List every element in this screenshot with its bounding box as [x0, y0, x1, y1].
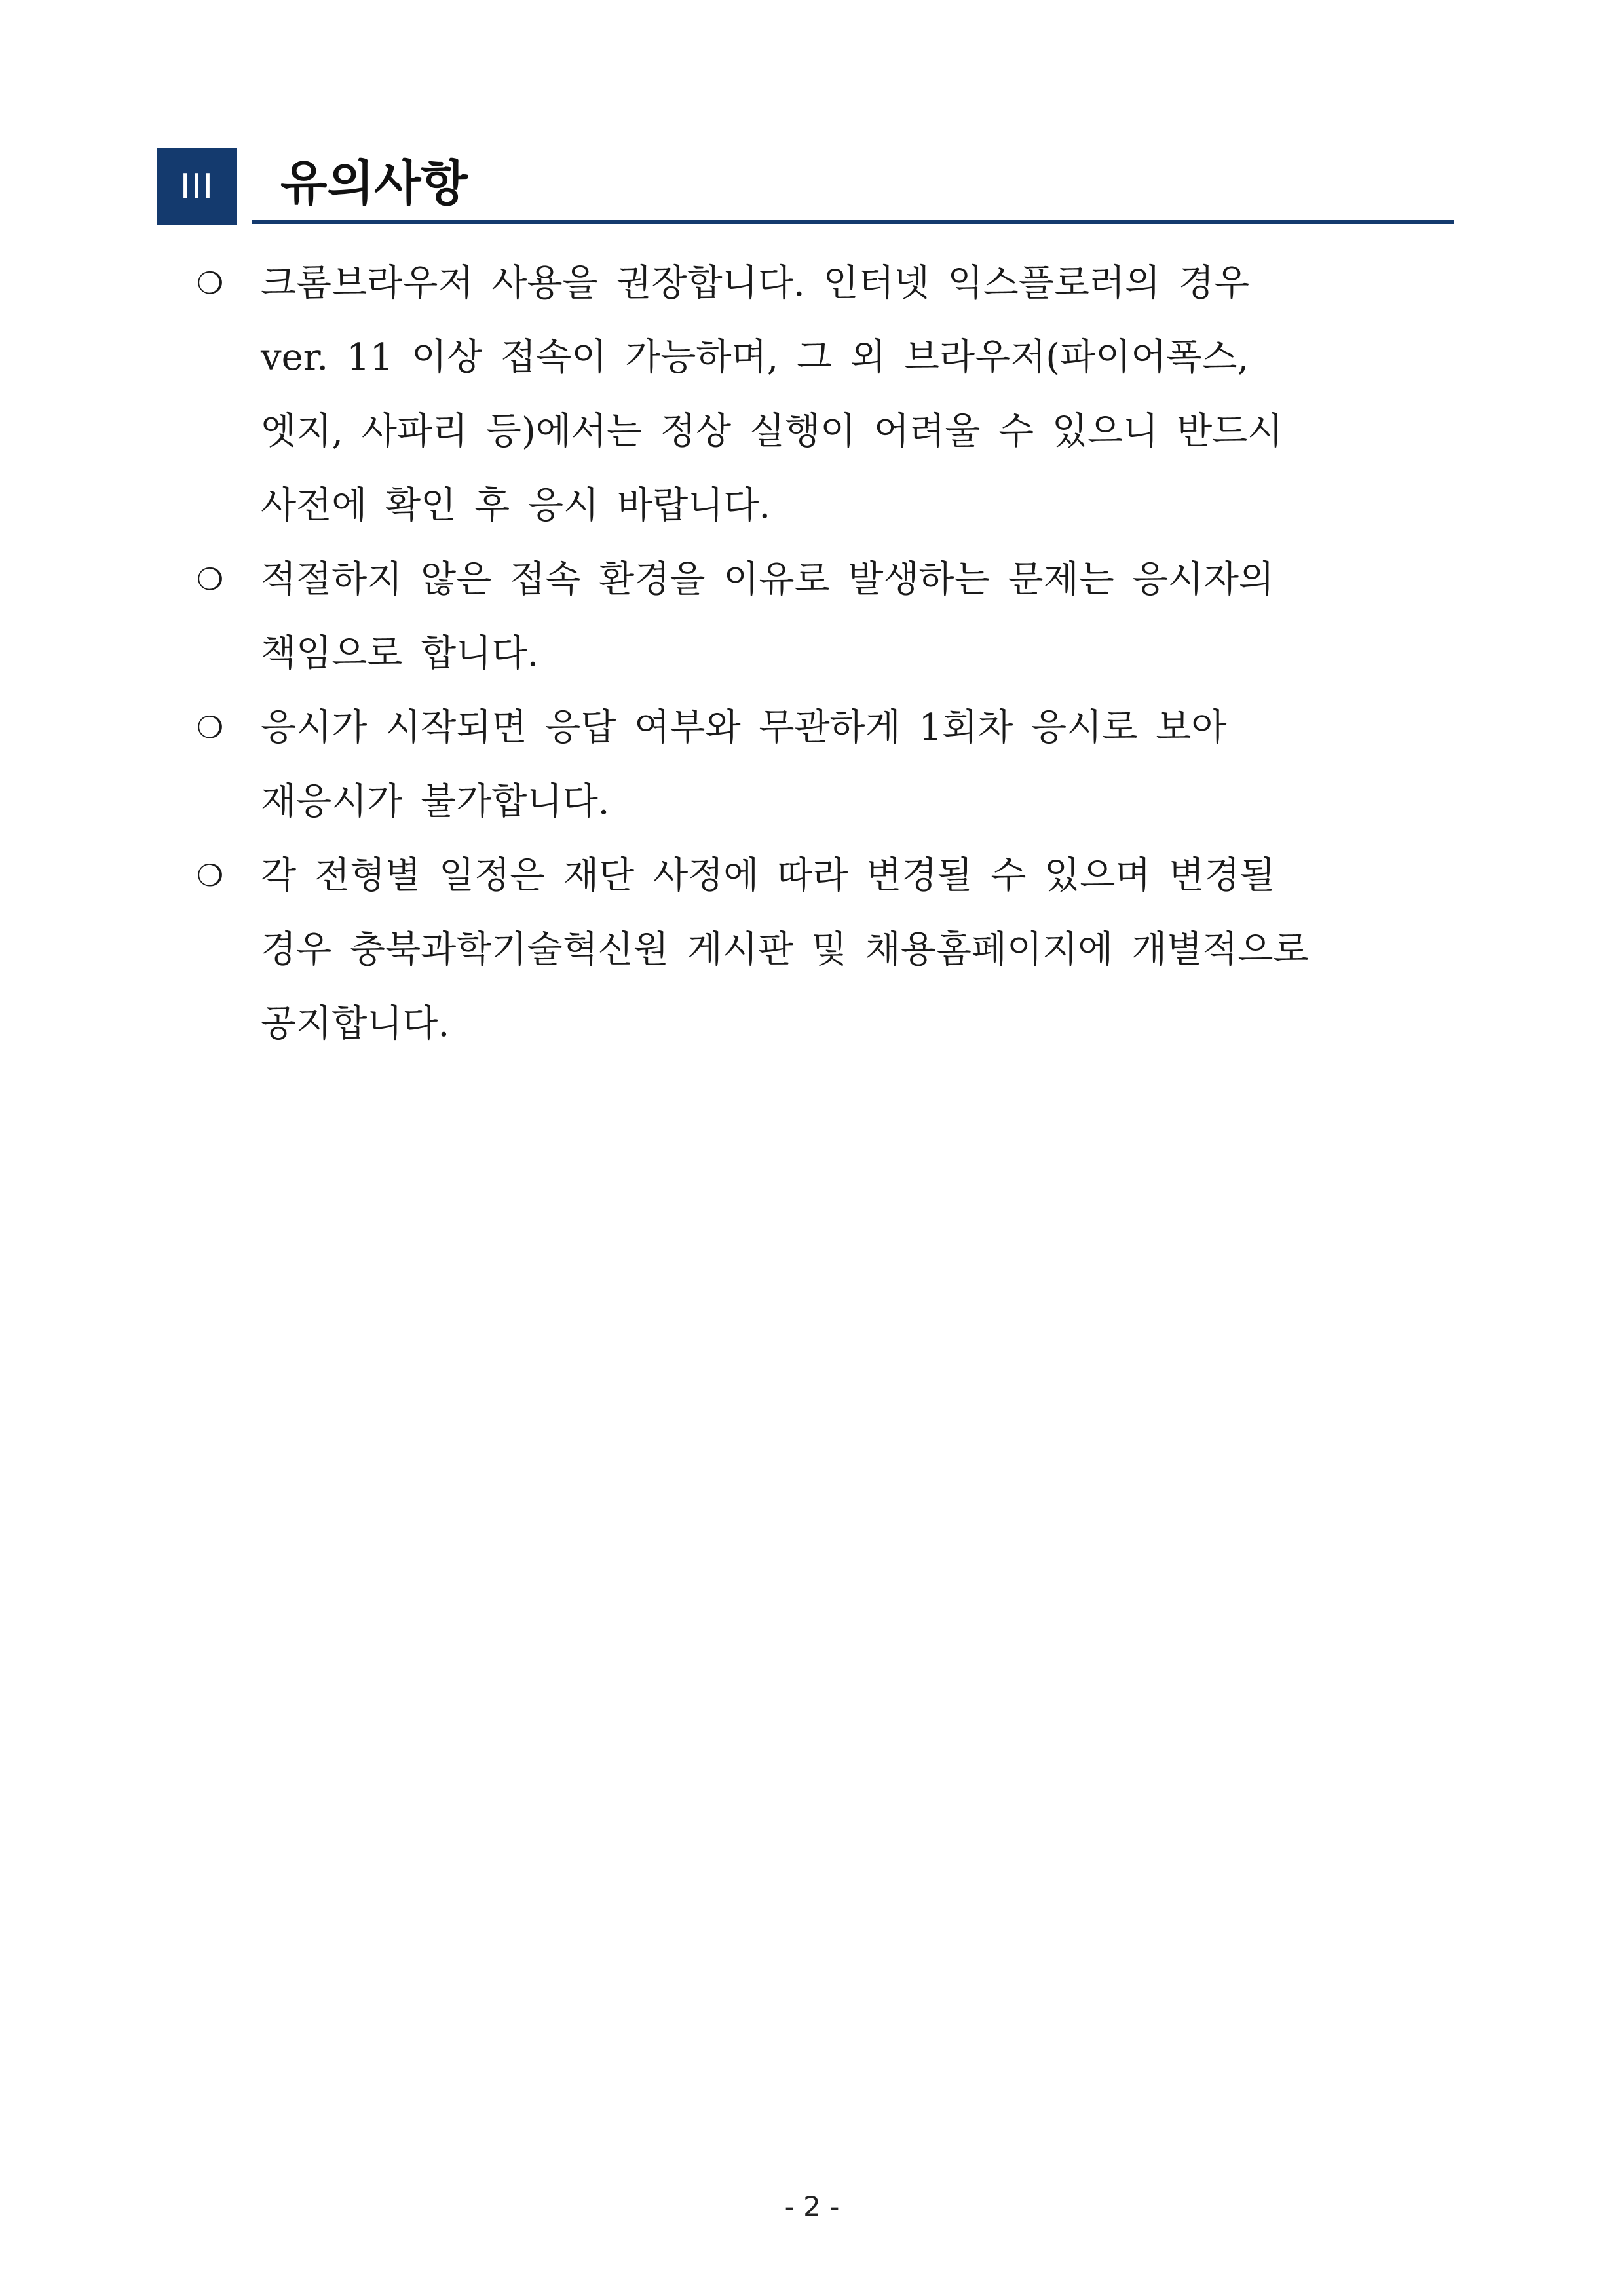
note-item [197, 839, 1481, 1061]
note-line: 각 전형별 일정은 재단 사정에 따라 변경될 수 있으며 변경될 [261, 854, 1275, 897]
circle-bullet-icon: ❍ [197, 562, 224, 597]
note-line: 책임으로 합니다. [261, 632, 539, 675]
circle-bullet-icon: ❍ [197, 710, 224, 745]
note-line: 적절하지 않은 접속 환경을 이유로 발생하는 문제는 응시자의 [261, 558, 1275, 601]
note-line: 사전에 확인 후 응시 바랍니다. [261, 484, 771, 527]
note-line: 공지합니다. [261, 1003, 450, 1045]
note-item [197, 246, 1481, 543]
section-header [157, 148, 1454, 225]
circle-bullet-icon: ❍ [197, 858, 224, 893]
note-line: 응시가 시작되면 응답 여부와 무관하게 1회차 응시로 보아 [261, 706, 1227, 749]
note-item [197, 543, 1481, 691]
note-line: ver. 11 이상 접속이 가능하며, 그 외 브라우저(파이어폭스, [261, 336, 1249, 379]
section-number-badge: III [157, 148, 237, 225]
circle-bullet-icon: ❍ [197, 265, 224, 301]
note-line: 크롬브라우저 사용을 권장합니다. 인터넷 익스플로러의 경우 [261, 262, 1250, 305]
note-line: 경우 충북과학기술혁신원 게시판 및 채용홈페이지에 개별적으로 [261, 928, 1309, 971]
section-underline [252, 220, 1454, 224]
notes-list [197, 246, 1481, 1061]
section-title: 유의사항 [280, 155, 468, 212]
page-number: - 2 - [784, 2191, 840, 2223]
note-item [197, 691, 1481, 839]
note-line: 재응시가 불가합니다. [261, 780, 610, 823]
note-line: 엣지, 사파리 등)에서는 정상 실행이 어려울 수 있으니 반드시 [261, 410, 1283, 453]
